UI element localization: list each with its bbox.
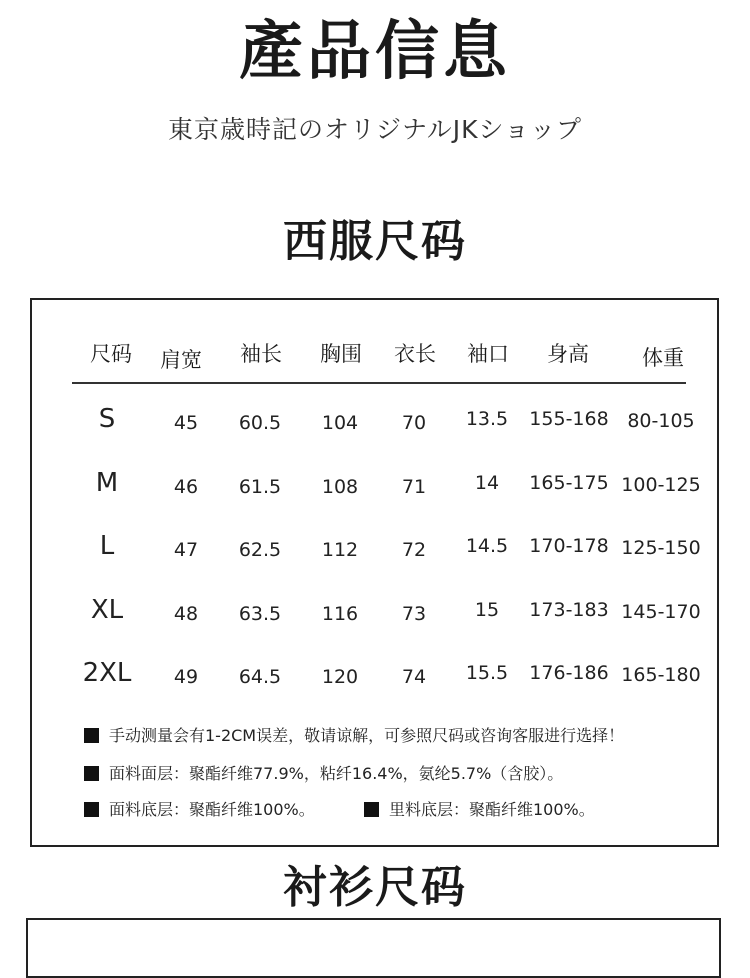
- length-cell: 71: [401, 476, 427, 498]
- shop-subtitle: 東京歳時記のオリジナルJKショップ: [167, 115, 583, 144]
- column-header-chest: 胸围: [320, 342, 362, 366]
- table-row: [32, 587, 721, 637]
- column-header-shoulder: 肩宽: [160, 348, 202, 372]
- cuff-cell: 15.5: [465, 662, 509, 684]
- shoulder-cell: 48: [173, 603, 199, 625]
- sleeve-cell: 62.5: [238, 539, 282, 561]
- column-header-size: 尺码: [90, 342, 132, 366]
- sleeve-cell: 61.5: [238, 476, 282, 498]
- square-bullet-icon: [84, 802, 99, 817]
- note-text: 里料底层：聚酯纤维100%。: [389, 800, 595, 819]
- length-cell: 72: [401, 539, 427, 561]
- table-row: [32, 396, 721, 446]
- length-cell: 73: [401, 603, 427, 625]
- weight-cell: 100-125: [621, 474, 701, 496]
- note-inner-fabric: [84, 798, 315, 822]
- note-measurement: [84, 724, 624, 748]
- note-text: 面料面层：聚酯纤维77.9%，粘纤16.4%，氨纶5.7%（含胶）。: [109, 764, 564, 783]
- note-text: 手动测量会有1-2CM误差，敬请谅解，可参照尺码或咨询客服进行选择！: [109, 726, 625, 745]
- suit-size-title: 西服尺码: [283, 216, 467, 267]
- cuff-cell: 14: [474, 472, 500, 494]
- column-header-sleeve: 袖长: [240, 342, 282, 366]
- page-title: 產品信息: [239, 15, 511, 89]
- height-cell: 165-175: [529, 472, 609, 494]
- size-cell: S: [98, 404, 116, 434]
- suit-size-table: [30, 298, 719, 847]
- height-cell: 176-186: [529, 662, 609, 684]
- weight-cell: 165-180: [621, 664, 701, 686]
- shirt-size-title: 衬衫尺码: [283, 862, 467, 913]
- table-row: [32, 460, 721, 510]
- note-lining: [364, 798, 595, 822]
- square-bullet-icon: [84, 766, 99, 781]
- weight-cell: 125-150: [621, 537, 701, 559]
- shoulder-cell: 49: [173, 666, 199, 688]
- length-cell: 74: [401, 666, 427, 688]
- table-row: [32, 523, 721, 573]
- size-cell: M: [95, 468, 119, 498]
- shirt-size-table: [26, 918, 721, 978]
- shoulder-cell: 47: [173, 539, 199, 561]
- column-header-cuff: 袖口: [467, 342, 509, 366]
- column-header-length: 衣长: [394, 342, 436, 366]
- size-cell: XL: [90, 595, 124, 625]
- chest-cell: 104: [321, 412, 359, 434]
- size-cell: 2XL: [82, 658, 132, 688]
- table-row: [32, 650, 721, 700]
- cuff-cell: 13.5: [465, 408, 509, 430]
- sleeve-cell: 60.5: [238, 412, 282, 434]
- size-cell: L: [99, 531, 115, 561]
- height-cell: 173-183: [529, 599, 609, 621]
- sleeve-cell: 64.5: [238, 666, 282, 688]
- chest-cell: 120: [321, 666, 359, 688]
- sleeve-cell: 63.5: [238, 603, 282, 625]
- column-header-weight: 体重: [642, 346, 684, 370]
- table-header-row: [72, 338, 686, 384]
- cuff-cell: 15: [474, 599, 500, 621]
- weight-cell: 145-170: [621, 601, 701, 623]
- note-outer-fabric: [84, 762, 563, 786]
- cuff-cell: 14.5: [465, 535, 509, 557]
- chest-cell: 116: [321, 603, 359, 625]
- column-header-height: 身高: [547, 342, 589, 366]
- height-cell: 170-178: [529, 535, 609, 557]
- weight-cell: 80-105: [627, 410, 695, 432]
- shoulder-cell: 45: [173, 412, 199, 434]
- chest-cell: 112: [321, 539, 359, 561]
- height-cell: 155-168: [529, 408, 609, 430]
- note-text: 面料底层：聚酯纤维100%。: [109, 800, 315, 819]
- length-cell: 70: [401, 412, 427, 434]
- chest-cell: 108: [321, 476, 359, 498]
- square-bullet-icon: [364, 802, 379, 817]
- shoulder-cell: 46: [173, 476, 199, 498]
- square-bullet-icon: [84, 728, 99, 743]
